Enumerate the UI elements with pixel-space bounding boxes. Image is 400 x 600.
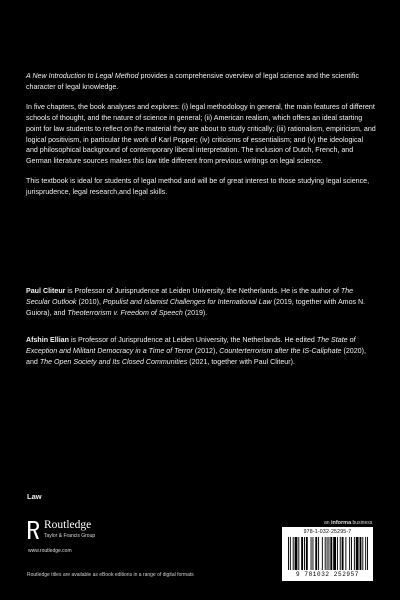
barcode-bar xyxy=(315,537,317,570)
barcode-bar xyxy=(337,537,338,570)
book-reference: The State of Exception and Militant Democracy in a Time of Terror xyxy=(26,336,356,355)
isbn-barcode xyxy=(282,527,373,581)
barcode-bar xyxy=(340,537,341,570)
barcode-bar xyxy=(325,537,326,570)
author-name: Afshin Ellian xyxy=(26,336,69,344)
bio-text: is Professor of Jurisprudence at Leiden University, the Netherlands. He edited xyxy=(68,336,317,344)
barcode-bar xyxy=(322,537,323,570)
barcode-bar xyxy=(356,537,359,570)
informa-suffix: business xyxy=(351,520,373,526)
barcode-bar xyxy=(349,537,350,570)
publisher-url: www.routledge.com xyxy=(28,548,72,554)
author-bio-cliteur xyxy=(26,286,376,319)
barcode-bar xyxy=(298,537,299,570)
book-description xyxy=(26,71,376,207)
barcode-bar xyxy=(288,537,289,570)
publisher-logo xyxy=(27,518,137,558)
book-title: A New Introduction to Legal Method xyxy=(26,72,139,80)
book-reference: The Open Society and Its Closed Communities xyxy=(39,357,188,366)
routledge-r-icon xyxy=(27,520,40,540)
barcode-bar xyxy=(311,537,312,570)
book-reference: Theoterrorism v. Freedom of Speech xyxy=(67,308,183,317)
barcode-bar xyxy=(354,537,355,570)
informa-name: informa xyxy=(330,520,352,526)
barcode-bar xyxy=(304,537,305,570)
barcode-bar xyxy=(293,537,294,570)
bio-text: (2019, together with Amos N. Guiora), and xyxy=(26,297,366,317)
description-paragraph-3: This textbook is ideal for students of legal method and will be of great interest to those studying legal science, jurisprudence, legal research,and legal skills. xyxy=(26,177,370,197)
barcode-bar xyxy=(318,537,319,570)
bio-text: (2010), xyxy=(76,297,103,306)
barcode-bar xyxy=(301,537,303,570)
informa-prefix: an xyxy=(324,520,331,526)
barcode-bar xyxy=(365,537,366,570)
barcode-bar xyxy=(295,537,298,570)
barcode-bar xyxy=(290,537,291,570)
author-bio-ellian xyxy=(26,335,376,368)
publisher-group: Taylor & Francis Group xyxy=(44,533,96,539)
barcode-bar xyxy=(345,537,346,570)
publisher-name: Routledge xyxy=(44,519,92,531)
barcode-bar xyxy=(342,537,344,570)
bio-text: (2021, together with Paul Cliteur). xyxy=(187,357,295,366)
barcode-bar xyxy=(362,537,363,570)
barcode-bar xyxy=(306,537,308,570)
barcode-digits: 9 781032 252957 xyxy=(295,571,359,578)
book-reference: Counterterrorism after the IS-Caliphate xyxy=(219,346,342,355)
book-reference: The Secular Outlook xyxy=(26,287,354,306)
book-reference: Populist and Islamist Challenges for International Law xyxy=(102,297,272,306)
description-p1-text: provides a comprehensive overview of legal science and the scientific character of legal knowledge. xyxy=(26,72,359,91)
barcode-bar xyxy=(351,537,352,570)
author-name: Paul Cliteur xyxy=(26,287,66,295)
barcode-bar xyxy=(330,537,332,570)
ebook-note: Routledge titles are available as eBook editions in a range of digital formats xyxy=(27,572,194,578)
barcode-bars xyxy=(288,537,368,570)
bio-text: (2020), and xyxy=(26,346,366,366)
barcode-bar xyxy=(312,537,313,570)
description-paragraph-1 xyxy=(26,71,376,93)
barcode-bar xyxy=(360,537,362,570)
barcode-bar xyxy=(367,537,368,570)
bio-text: (2019). xyxy=(182,308,208,317)
description-paragraph-2: In five chapters, the book analyses and explores: (i) legal methodology in general, the main features of different schools of thought, and the nature of science in general; (ii) American realism, which offers an ideal starting point for law students to reflect on the material they are about to study critically; (iii) rationalism, empiricism, and logical positivism, in particular the work of Karl Popper; (iv) criticisms of essentialism; and (v) the ideological and philosophical background of contemporary liberal interpretation. The inclusion of Dutch, French, and German literature sources makes this law title different from previous writings on legal science. xyxy=(26,102,376,166)
isbn-number: 978-1-032-25295-7 xyxy=(303,529,352,535)
bio-text: (2012), xyxy=(192,346,220,355)
barcode-bar xyxy=(327,537,328,570)
barcode-bar xyxy=(328,537,329,570)
subject-category: Law xyxy=(27,492,42,501)
barcode-bar xyxy=(333,537,336,570)
bio-text: is Professor of Jurisprudence at Leiden University, the Netherlands. He is the author of xyxy=(65,287,341,295)
informa-business-label xyxy=(324,520,372,526)
